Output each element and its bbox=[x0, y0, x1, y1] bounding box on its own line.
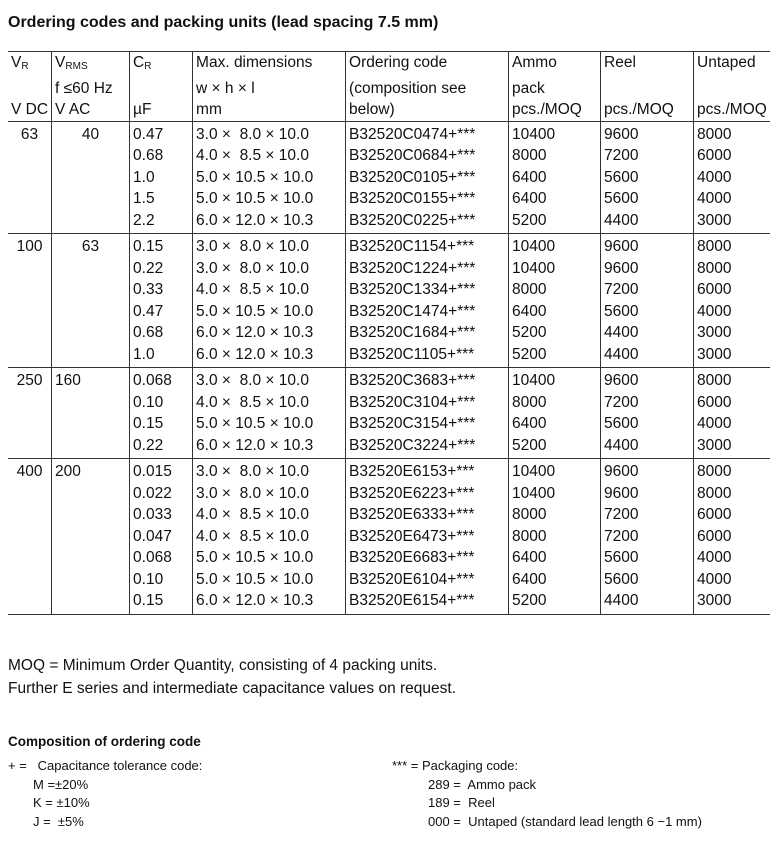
header-cell bbox=[694, 78, 771, 100]
dimensions: 5.0 × 10.5 × 10.0 bbox=[193, 569, 346, 591]
capacitance: 0.015 bbox=[130, 459, 193, 483]
reel-header: Reel bbox=[601, 52, 694, 78]
capacitance: 0.15 bbox=[130, 234, 193, 258]
capacitance: 0.033 bbox=[130, 504, 193, 526]
tolerance-j: J = ±5% bbox=[33, 813, 84, 829]
capacitance: 0.15 bbox=[130, 590, 193, 614]
vrms-header-sub: RMS bbox=[65, 61, 88, 72]
tolerance-codes bbox=[8, 757, 202, 831]
capacitance: 0.068 bbox=[130, 368, 193, 392]
rated-voltage: 250 bbox=[16, 372, 43, 389]
table-row bbox=[8, 413, 770, 435]
table-row bbox=[8, 188, 770, 210]
ammo-qty: 6400 bbox=[509, 301, 601, 323]
rated-voltage bbox=[8, 322, 52, 344]
header-cell bbox=[130, 78, 193, 100]
untaped-qty: 4000 bbox=[694, 167, 771, 189]
rated-voltage: 400 bbox=[16, 463, 43, 480]
vr-header-sub: R bbox=[21, 61, 29, 72]
rated-voltage bbox=[8, 167, 52, 189]
ordering-codes-table bbox=[8, 51, 770, 615]
ammo-qty: 6400 bbox=[509, 569, 601, 591]
dimensions: 4.0 × 8.5 × 10.0 bbox=[193, 526, 346, 548]
tolerance-k: K = ±10% bbox=[33, 795, 90, 810]
ordering-code: B32520E6473+*** bbox=[346, 526, 509, 548]
ammo-header: Ammo bbox=[509, 52, 601, 78]
ammo-qty: 5200 bbox=[509, 590, 601, 614]
reel-qty: 4400 bbox=[601, 210, 694, 234]
reel-qty: 5600 bbox=[601, 569, 694, 591]
untaped-qty: 4000 bbox=[694, 413, 771, 435]
reel-qty: 7200 bbox=[601, 279, 694, 301]
reel-qty: 9600 bbox=[601, 459, 694, 483]
dimensions: 5.0 × 10.5 × 10.0 bbox=[193, 301, 346, 323]
ammo-qty: 10400 bbox=[509, 483, 601, 505]
rated-voltage bbox=[8, 210, 52, 234]
ordering-code: B32520E6333+*** bbox=[346, 504, 509, 526]
ammo-qty: 5200 bbox=[509, 210, 601, 234]
rated-voltage bbox=[8, 344, 52, 368]
reel-qty: 4400 bbox=[601, 435, 694, 459]
capacitance: 0.68 bbox=[130, 322, 193, 344]
reel-qty: 9600 bbox=[601, 368, 694, 392]
rated-voltage bbox=[8, 569, 52, 591]
rated-voltage bbox=[8, 547, 52, 569]
moq-note: MOQ = Minimum Order Quantity, consisting of 4 packing units. bbox=[8, 657, 438, 674]
header-cell bbox=[8, 78, 52, 100]
vr-header: V bbox=[11, 54, 22, 71]
ammo-qty: 6400 bbox=[509, 167, 601, 189]
untaped-qty: 8000 bbox=[694, 121, 771, 145]
dimensions: 5.0 × 10.5 × 10.0 bbox=[193, 188, 346, 210]
dimensions: 4.0 × 8.5 × 10.0 bbox=[193, 392, 346, 414]
ordering-code: B32520C1474+*** bbox=[346, 301, 509, 323]
reel-qty: 9600 bbox=[601, 483, 694, 505]
reel-qty: 4400 bbox=[601, 322, 694, 344]
ammo-qty: 8000 bbox=[509, 504, 601, 526]
dimensions: 6.0 × 12.0 × 10.3 bbox=[193, 435, 346, 459]
rms-voltage bbox=[52, 344, 130, 368]
rms-voltage bbox=[52, 435, 130, 459]
rated-voltage: 100 bbox=[16, 238, 43, 255]
code-unit: below) bbox=[346, 99, 509, 121]
dimensions: 3.0 × 8.0 × 10.0 bbox=[193, 234, 346, 258]
ordering-code: B32520C3683+*** bbox=[346, 368, 509, 392]
ammo-qty: 5200 bbox=[509, 344, 601, 368]
ordering-code: B32520C0474+*** bbox=[346, 121, 509, 145]
ammo-qty: 6400 bbox=[509, 413, 601, 435]
capacitance: 1.0 bbox=[130, 344, 193, 368]
table-row bbox=[8, 322, 770, 344]
rms-voltage bbox=[52, 504, 130, 526]
vr-unit: V DC bbox=[8, 99, 52, 121]
untaped-qty: 3000 bbox=[694, 322, 771, 344]
packaging-reel: 189 = Reel bbox=[428, 795, 495, 810]
untaped-qty: 4000 bbox=[694, 301, 771, 323]
vrms-freq: f ≤60 Hz bbox=[52, 78, 130, 100]
code-sub: (composition see bbox=[346, 78, 509, 100]
reel-unit: pcs./MOQ bbox=[601, 99, 694, 121]
capacitance: 0.22 bbox=[130, 258, 193, 280]
ordering-code: B32520E6104+*** bbox=[346, 569, 509, 591]
rms-voltage bbox=[52, 145, 130, 167]
capacitance: 0.68 bbox=[130, 145, 193, 167]
ammo-unit: pcs./MOQ bbox=[509, 99, 601, 121]
rms-voltage: 40 bbox=[52, 121, 130, 145]
table-row bbox=[8, 392, 770, 414]
untaped-qty: 8000 bbox=[694, 368, 771, 392]
untaped-qty: 6000 bbox=[694, 279, 771, 301]
rated-voltage bbox=[8, 435, 52, 459]
dimensions: 6.0 × 12.0 × 10.3 bbox=[193, 590, 346, 614]
ammo-qty: 8000 bbox=[509, 526, 601, 548]
rated-voltage bbox=[8, 392, 52, 414]
rated-voltage bbox=[8, 145, 52, 167]
dimensions: 5.0 × 10.5 × 10.0 bbox=[193, 413, 346, 435]
reel-qty: 5600 bbox=[601, 413, 694, 435]
ammo-qty: 6400 bbox=[509, 188, 601, 210]
rms-voltage bbox=[52, 547, 130, 569]
untaped-qty: 8000 bbox=[694, 459, 771, 483]
rms-voltage bbox=[52, 392, 130, 414]
untaped-qty: 6000 bbox=[694, 504, 771, 526]
untaped-qty: 8000 bbox=[694, 258, 771, 280]
ammo-qty: 10400 bbox=[509, 258, 601, 280]
reel-qty: 7200 bbox=[601, 504, 694, 526]
untaped-qty: 4000 bbox=[694, 569, 771, 591]
rated-voltage: 63 bbox=[20, 125, 39, 143]
rms-voltage bbox=[52, 413, 130, 435]
rms-voltage bbox=[52, 483, 130, 505]
section-title: Ordering codes and packing units (lead spacing 7.5 mm) bbox=[8, 14, 439, 31]
reel-qty: 5600 bbox=[601, 188, 694, 210]
rms-voltage bbox=[52, 167, 130, 189]
unit-row bbox=[8, 99, 770, 121]
dimensions: 3.0 × 8.0 × 10.0 bbox=[193, 121, 346, 145]
ordering-code: B32520C0105+*** bbox=[346, 167, 509, 189]
dimensions: 4.0 × 8.5 × 10.0 bbox=[193, 504, 346, 526]
reel-qty: 4400 bbox=[601, 590, 694, 614]
rated-voltage bbox=[8, 483, 52, 505]
rms-voltage bbox=[52, 526, 130, 548]
rated-voltage bbox=[8, 258, 52, 280]
ammo-qty: 8000 bbox=[509, 392, 601, 414]
table-row bbox=[8, 569, 770, 591]
capacitance: 0.15 bbox=[130, 413, 193, 435]
untaped-qty: 4000 bbox=[694, 547, 771, 569]
packaging-label: *** = Packaging code: bbox=[392, 758, 519, 773]
dimensions: 6.0 × 12.0 × 10.3 bbox=[193, 210, 346, 234]
untaped-qty: 3000 bbox=[694, 435, 771, 459]
rms-voltage bbox=[52, 569, 130, 591]
tolerance-label: + = Capacitance tolerance code: bbox=[8, 758, 203, 773]
composition-heading: Composition of ordering code bbox=[8, 734, 201, 749]
ordering-code: B32520C1105+*** bbox=[346, 344, 509, 368]
ammo-qty: 10400 bbox=[509, 234, 601, 258]
header-row bbox=[8, 78, 770, 100]
rms-voltage bbox=[52, 590, 130, 614]
table-row bbox=[8, 459, 770, 483]
code-header: Ordering code bbox=[346, 52, 509, 78]
dimensions: 4.0 × 8.5 × 10.0 bbox=[193, 145, 346, 167]
dimensions: 3.0 × 8.0 × 10.0 bbox=[193, 459, 346, 483]
table-row bbox=[8, 301, 770, 323]
rated-voltage bbox=[8, 279, 52, 301]
ordering-code: B32520E6223+*** bbox=[346, 483, 509, 505]
voltage-group bbox=[8, 459, 770, 615]
table-row bbox=[8, 504, 770, 526]
dimensions: 3.0 × 8.0 × 10.0 bbox=[193, 258, 346, 280]
reel-qty: 9600 bbox=[601, 258, 694, 280]
series-note: Further E series and intermediate capacitance values on request. bbox=[8, 680, 457, 697]
ordering-code: B32520C1334+*** bbox=[346, 279, 509, 301]
reel-qty: 7200 bbox=[601, 526, 694, 548]
ammo-qty: 10400 bbox=[509, 368, 601, 392]
dims-sub: w × h × l bbox=[193, 78, 346, 100]
notes bbox=[8, 654, 456, 700]
dims-header: Max. dimensions bbox=[193, 52, 346, 78]
rms-voltage bbox=[52, 279, 130, 301]
capacitance: 0.068 bbox=[130, 547, 193, 569]
untaped-qty: 4000 bbox=[694, 188, 771, 210]
ordering-code: B32520C3154+*** bbox=[346, 413, 509, 435]
rms-voltage bbox=[52, 188, 130, 210]
reel-qty: 4400 bbox=[601, 344, 694, 368]
voltage-group bbox=[8, 368, 770, 459]
untaped-qty: 3000 bbox=[694, 590, 771, 614]
rms-voltage bbox=[52, 258, 130, 280]
header-row bbox=[8, 52, 770, 78]
table-row bbox=[8, 590, 770, 614]
table-row bbox=[8, 526, 770, 548]
table-row bbox=[8, 258, 770, 280]
ordering-code: B32520C3224+*** bbox=[346, 435, 509, 459]
capacitance: 0.22 bbox=[130, 435, 193, 459]
reel-qty: 7200 bbox=[601, 145, 694, 167]
ordering-code: B32520E6154+*** bbox=[346, 590, 509, 614]
ammo-qty: 10400 bbox=[509, 121, 601, 145]
ammo-qty: 8000 bbox=[509, 145, 601, 167]
dims-unit: mm bbox=[193, 99, 346, 121]
untaped-qty: 8000 bbox=[694, 234, 771, 258]
reel-qty: 9600 bbox=[601, 121, 694, 145]
tolerance-m: M =±20% bbox=[33, 776, 89, 792]
dimensions: 5.0 × 10.5 × 10.0 bbox=[193, 547, 346, 569]
table-row bbox=[8, 210, 770, 234]
ordering-code: B32520C1154+*** bbox=[346, 234, 509, 258]
table-row bbox=[8, 435, 770, 459]
dimensions: 6.0 × 12.0 × 10.3 bbox=[193, 322, 346, 344]
rated-voltage bbox=[8, 526, 52, 548]
ammo-qty: 5200 bbox=[509, 435, 601, 459]
ammo-qty: 5200 bbox=[509, 322, 601, 344]
capacitance: 1.5 bbox=[130, 188, 193, 210]
table-row bbox=[8, 145, 770, 167]
rated-voltage bbox=[8, 590, 52, 614]
packaging-codes bbox=[392, 757, 702, 831]
capacitance: 0.47 bbox=[130, 301, 193, 323]
capacitance: 0.047 bbox=[130, 526, 193, 548]
ordering-code: B32520E6153+*** bbox=[346, 459, 509, 483]
ammo-qty: 6400 bbox=[509, 547, 601, 569]
rms-voltage: 63 bbox=[52, 234, 130, 258]
rated-voltage bbox=[8, 188, 52, 210]
ordering-code: B32520C0225+*** bbox=[346, 210, 509, 234]
reel-qty: 9600 bbox=[601, 234, 694, 258]
ordering-code: B32520C0155+*** bbox=[346, 188, 509, 210]
dimensions: 4.0 × 8.5 × 10.0 bbox=[193, 279, 346, 301]
ordering-code: B32520E6683+*** bbox=[346, 547, 509, 569]
table-row bbox=[8, 167, 770, 189]
voltage-group bbox=[8, 121, 770, 234]
rated-voltage bbox=[8, 504, 52, 526]
reel-qty: 5600 bbox=[601, 167, 694, 189]
capacitance: 1.0 bbox=[130, 167, 193, 189]
ammo-qty: 10400 bbox=[509, 459, 601, 483]
untaped-qty: 6000 bbox=[694, 392, 771, 414]
table-row bbox=[8, 368, 770, 392]
ordering-code: B32520C0684+*** bbox=[346, 145, 509, 167]
untaped-unit: pcs./MOQ bbox=[694, 99, 771, 121]
capacitance: 0.33 bbox=[130, 279, 193, 301]
ordering-code: B32520C1224+*** bbox=[346, 258, 509, 280]
untaped-qty: 6000 bbox=[694, 145, 771, 167]
vrms-header: V bbox=[55, 54, 66, 71]
dimensions: 3.0 × 8.0 × 10.0 bbox=[193, 483, 346, 505]
vrms-unit: V AC bbox=[52, 99, 130, 121]
composition-section bbox=[8, 733, 778, 829]
reel-qty: 5600 bbox=[601, 547, 694, 569]
packaging-untaped: 000 = Untaped (standard lead length 6 −1 mm) bbox=[428, 813, 702, 829]
table-row bbox=[8, 483, 770, 505]
packaging-ammo: 289 = Ammo pack bbox=[428, 776, 537, 792]
capacitance: 0.10 bbox=[130, 392, 193, 414]
cr-unit: µF bbox=[130, 99, 193, 121]
capacitance: 0.10 bbox=[130, 569, 193, 591]
cr-header: C bbox=[133, 54, 145, 71]
capacitance: 2.2 bbox=[130, 210, 193, 234]
table-row bbox=[8, 279, 770, 301]
untaped-qty: 8000 bbox=[694, 483, 771, 505]
dimensions: 6.0 × 12.0 × 10.3 bbox=[193, 344, 346, 368]
cr-header-sub: R bbox=[144, 61, 152, 72]
dimensions: 5.0 × 10.5 × 10.0 bbox=[193, 167, 346, 189]
voltage-group bbox=[8, 234, 770, 368]
header-cell bbox=[601, 78, 694, 100]
rated-voltage bbox=[8, 301, 52, 323]
reel-qty: 7200 bbox=[601, 392, 694, 414]
capacitance: 0.022 bbox=[130, 483, 193, 505]
rms-voltage bbox=[52, 301, 130, 323]
ordering-code: B32520C3104+*** bbox=[346, 392, 509, 414]
dimensions: 3.0 × 8.0 × 10.0 bbox=[193, 368, 346, 392]
untaped-qty: 3000 bbox=[694, 344, 771, 368]
untaped-qty: 3000 bbox=[694, 210, 771, 234]
reel-qty: 5600 bbox=[601, 301, 694, 323]
table-row bbox=[8, 547, 770, 569]
ammo-sub: pack bbox=[509, 78, 601, 100]
ammo-qty: 8000 bbox=[509, 279, 601, 301]
rms-voltage bbox=[52, 210, 130, 234]
rated-voltage bbox=[8, 413, 52, 435]
ordering-code: B32520C1684+*** bbox=[346, 322, 509, 344]
untaped-header: Untaped bbox=[694, 52, 771, 78]
rms-voltage: 160 bbox=[52, 368, 130, 392]
table-row bbox=[8, 121, 770, 145]
rms-voltage: 200 bbox=[52, 459, 130, 483]
capacitance: 0.47 bbox=[130, 121, 193, 145]
table-row bbox=[8, 344, 770, 368]
untaped-qty: 6000 bbox=[694, 526, 771, 548]
table-row bbox=[8, 234, 770, 258]
rms-voltage bbox=[52, 322, 130, 344]
